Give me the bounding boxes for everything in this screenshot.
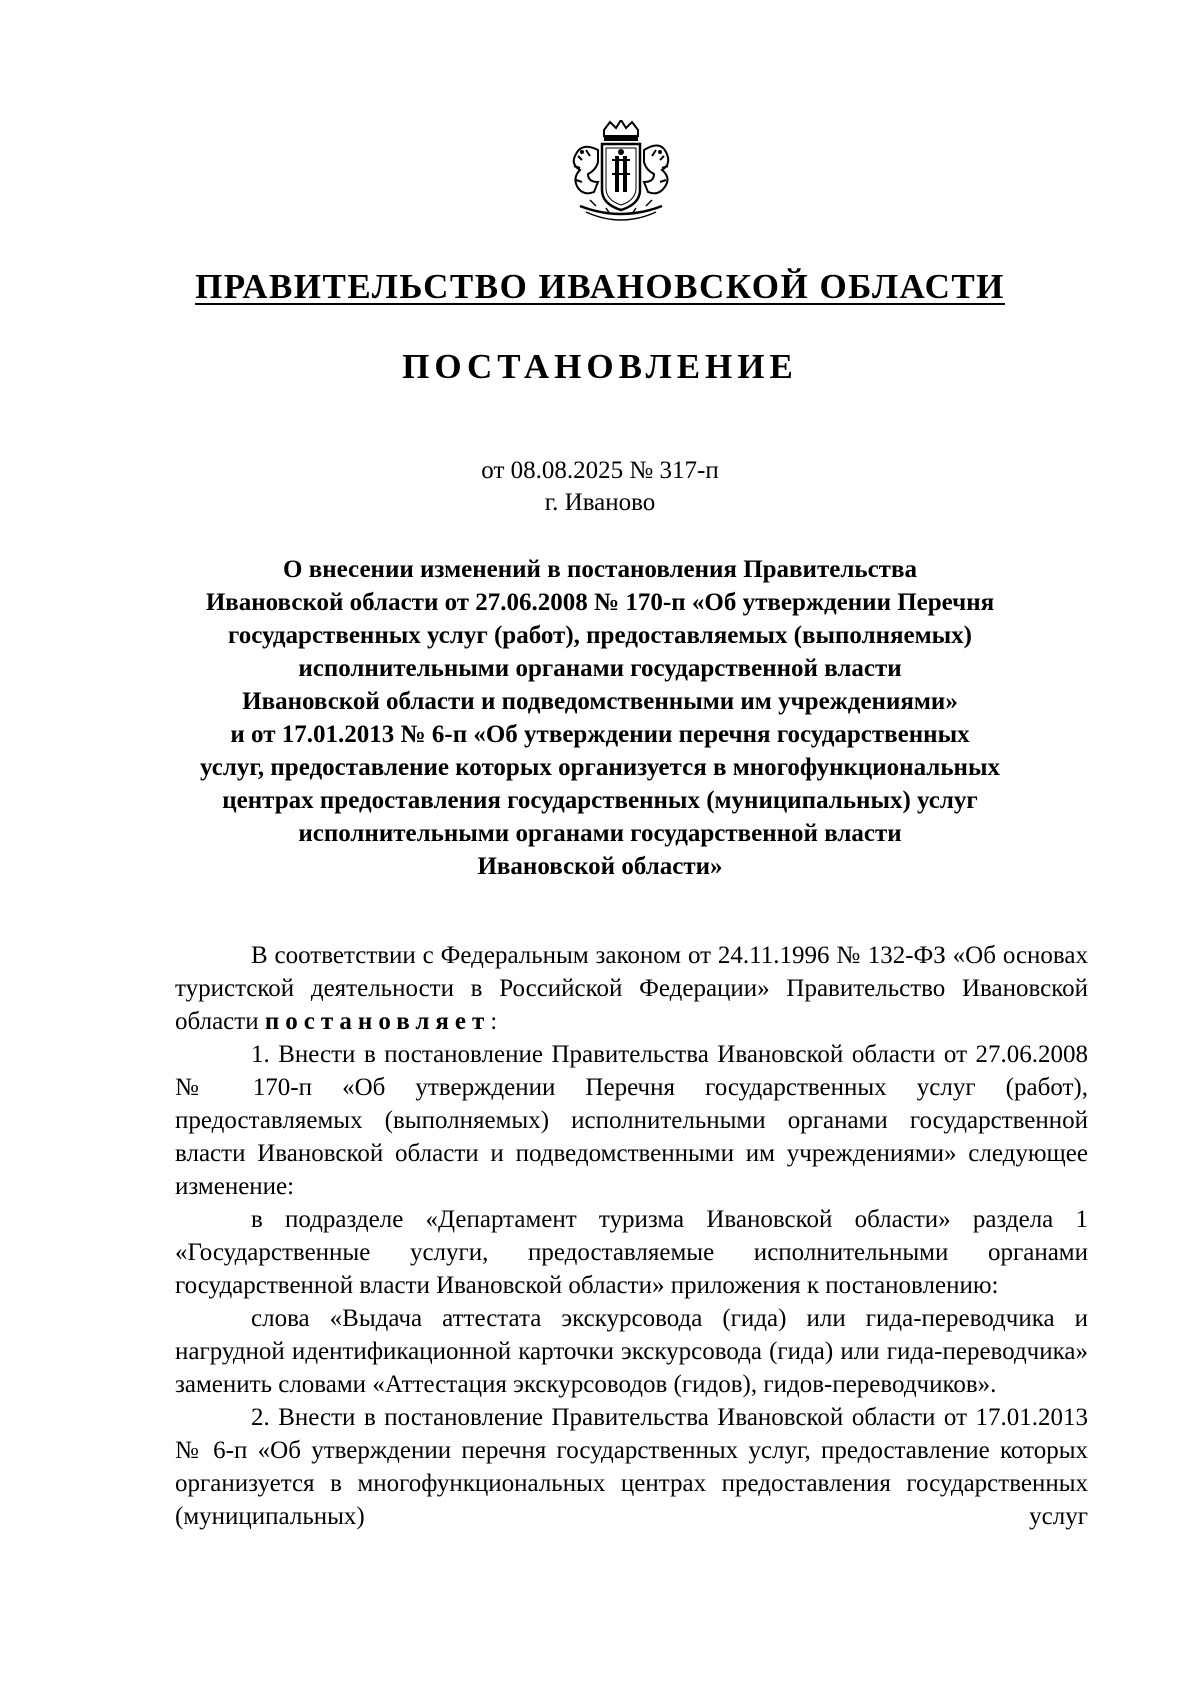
subject-line: исполнительными органами государственной власти [298,655,902,682]
resolves-colon: : [490,1008,498,1035]
item-2-paragraph: 2. Внести в постановление Правительства Ивановской области от 17.01.2013 № 6-п «Об утверждении перечня государственных услуг, предоставление которых организуется в многофункциональных центрах предоставления государственных (муниципальных) услуг [175,1404,1088,1530]
item-1-paragraph: 1. Внести в постановление Правительства Ивановской области от 27.06.2008 № 170-п «Об утверждении Перечня государственных услуг (работ), предоставляемых (выполняемых) исполнительными органами государственной власти Ивановской области и подведомственными им учреждениями» следующее изменение: [175,1041,1088,1200]
subject-line: государственных услуг (работ), предоставляемых (выполняемых) [227,622,973,649]
subject-line: Ивановской области» [477,853,723,880]
resolution-body [175,939,1088,1533]
preamble-paragraph [175,939,1088,1038]
government-title [150,265,1050,309]
subject-line: исполнительными органами государственной власти [298,820,902,847]
subject-line: Ивановской области от 27.06.2008 № 170-п «Об утверждении Перечня [205,589,995,616]
item-1-words-paragraph: слова «Выдача аттестата экскурсовода (гида) или гида-переводчика и нагрудной идентификационной карточки экскурсовода (гида) или гида-переводчика» заменить словами «Аттестация экскурсоводов (гидов), гидов-переводчиков». [175,1305,1088,1398]
subject-line: Ивановской области и подведомственными им учреждениями» [242,688,958,715]
subject-line: О внесении изменений в постановления Правительства [283,556,917,583]
subject-line: и от 17.01.2013 № 6-п «Об утверждении перечня государственных [230,721,970,748]
resolution-subject [150,553,1050,883]
date-and-number: от 08.08.2025 № 317-п [481,457,719,484]
resolves-word: постановляет [264,1008,491,1035]
item-1-subsection-paragraph: в подразделе «Департамент туризма Ивановской области» раздела 1 «Государственные услуги, предоставляемые исполнительными органами государственной власти Ивановской области» приложения к постановлению: [175,1206,1088,1299]
city: г. Иваново [544,489,656,516]
ivanovo-coat-of-arms-icon [560,120,682,230]
government-name: ПРАВИТЕЛЬСТВО ИВАНОВСКОЙ ОБЛАСТИ [195,267,1005,306]
subject-line: услуг, предоставление которых организуется в многофункциональных [200,754,1000,781]
subject-line: центрах предоставления государственных (муниципальных) услуг [222,787,978,814]
document-type: ПОСТАНОВЛЕНИЕ [402,347,798,386]
preamble-text: В соответствии с Федеральным законом от 24.11.1996 № 132-ФЗ «Об основах туристской деятельности в Российской Федерации» Правительство Ивановской области [175,942,1088,1035]
